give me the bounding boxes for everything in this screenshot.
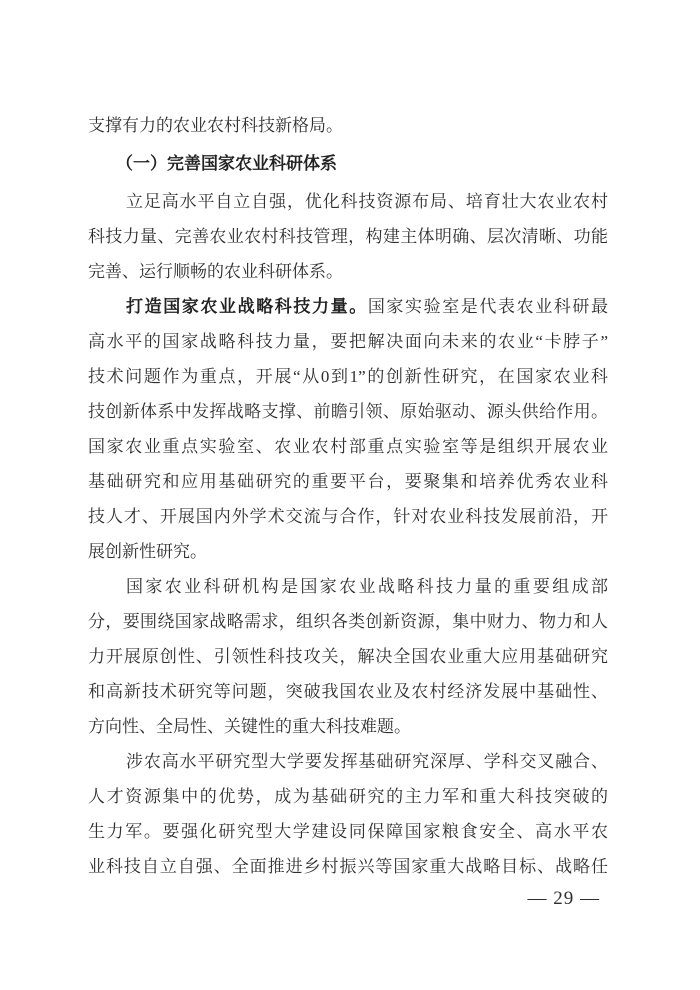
text-line: 分，要围绕国家战略需求，组织各类创新资源，集中财力、物力和人 [88, 612, 608, 631]
text-line: 技创新体系中发挥战略支撑、前瞻引领、原始驱动、源头供给作用。 [88, 402, 608, 421]
text-line: 完善、运行顺畅的农业科研体系。 [88, 262, 343, 281]
text-line: 高水平的国家战略科技力量，要把解决面向未来的农业“卡脖子” [88, 332, 608, 351]
page-number: — 29 — [527, 888, 600, 909]
text-line: 科技力量、完善农业农村科技管理，构建主体明确、层次清晰、功能 [88, 227, 608, 246]
document-body [88, 108, 608, 884]
text-line: 生力军。要强化研究型大学建设同保障国家粮食安全、高水平农 [88, 822, 608, 841]
text-line: 涉农高水平研究型大学要发挥基础研究深厚、学科交叉融合、 [126, 752, 608, 771]
text-line: 国家农业科研机构是国家农业战略科技力量的重要组成部 [126, 577, 608, 596]
text-line: 人才资源集中的优势，成为基础研究的主力军和重大科技突破的 [88, 787, 608, 806]
text-line: 方向性、全局性、关键性的重大科技难题。 [88, 717, 411, 736]
text-line: 支撑有力的农业农村科技新格局。 [88, 116, 343, 135]
text-line: 技术问题作为重点，开展“从0到1”的创新性研究，在国家农业科 [88, 367, 608, 386]
section-heading: （一）完善国家农业科研体系 [116, 154, 337, 173]
text-line: 力开展原创性、引领性科技攻关，解决全国农业重大应用基础研究 [88, 647, 608, 666]
text-line: 基础研究和应用基础研究的重要平台，要聚集和培养优秀农业科 [88, 472, 608, 491]
text-line: 立足高水平自立自强，优化科技资源布局、培育壮大农业农村 [126, 192, 608, 211]
text-line: 业科技自立自强、全面推进乡村振兴等国家重大战略目标、战略任 [88, 857, 608, 876]
text-line: 和高新技术研究等问题，突破我国农业及农村经济发展中基础性、 [88, 682, 608, 701]
text-line: 国家农业重点实验室、农业农村部重点实验室等是组织开展农业 [88, 437, 608, 456]
text-line: 打造国家农业战略科技力量。国家实验室是代表农业科研最 [126, 297, 608, 316]
text-line: 展创新性研究。 [88, 542, 207, 561]
text-line: 技人才、开展国内外学术交流与合作，针对农业科技发展前沿，开 [88, 507, 608, 526]
bold-lead-text: 打造国家农业战略科技力量。 [126, 297, 368, 316]
